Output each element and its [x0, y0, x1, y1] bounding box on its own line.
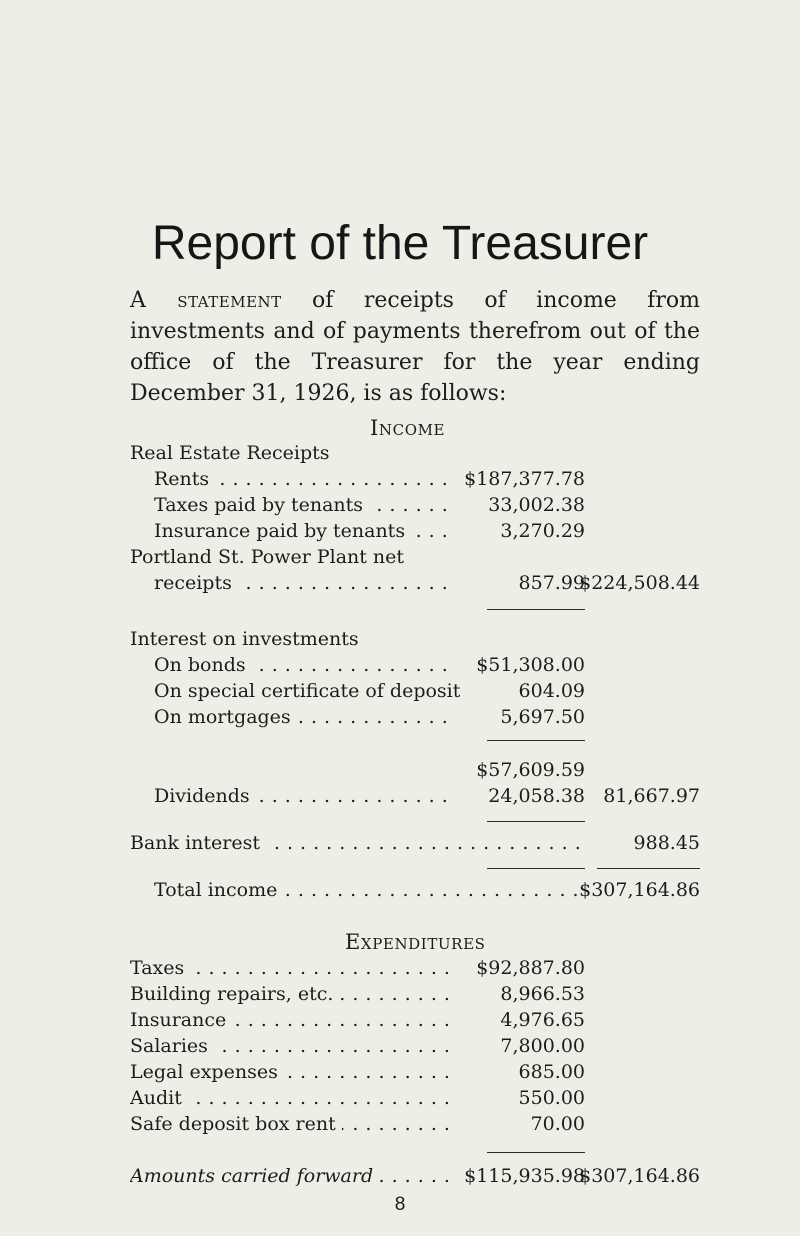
- bonds-label: On bonds: [154, 654, 252, 676]
- page-title: Report of the Treasurer: [151, 217, 649, 270]
- intro-text: of receipts of income from investments and of payments therefrom out of the office of the Treasurer for the year ending December 31, 1926, is as follows:: [130, 288, 700, 406]
- insurance-tenants-row: [130, 518, 700, 544]
- rule-expenditures: [487, 1152, 585, 1153]
- portland-amount: 857.99: [518, 572, 585, 594]
- insurance-tenants-amount: 3,270.29: [500, 520, 585, 542]
- exp-label: Building repairs, etc.: [130, 983, 339, 1005]
- exp-row: [130, 955, 700, 981]
- mortgages-amount: 5,697.50: [500, 706, 585, 728]
- exp-row: [130, 1007, 700, 1033]
- carried-forward-label: Amounts carried forward: [130, 1165, 379, 1187]
- expenditures-heading: Expenditures: [345, 930, 486, 954]
- real-estate-heading: Real Estate Receipts: [130, 442, 330, 464]
- special-cert-label: On special certificate of deposit: [154, 680, 461, 702]
- interest-dividends-total: 81,667.97: [603, 785, 700, 807]
- exp-row: [130, 1111, 700, 1137]
- bank-interest-label: Bank interest: [130, 832, 266, 854]
- mortgages-row: [130, 704, 700, 730]
- exp-amount: $92,887.80: [476, 957, 585, 979]
- real-estate-heading-row: [130, 440, 700, 466]
- rents-row: [130, 466, 700, 492]
- taxes-tenants-amount: 33,002.38: [488, 494, 585, 516]
- bank-interest-row: [130, 830, 700, 856]
- interest-subtotal-row: [130, 757, 700, 783]
- intro-lead: A statement: [130, 288, 282, 313]
- exp-row: [130, 1085, 700, 1111]
- exp-amount: 7,800.00: [500, 1035, 585, 1057]
- taxes-tenants-row: [130, 492, 700, 518]
- rule-interest: [487, 740, 585, 741]
- exp-label: Audit: [130, 1087, 188, 1109]
- bonds-row: [130, 652, 700, 678]
- exp-label: Salaries: [130, 1035, 214, 1057]
- rule-real-estate: [487, 609, 585, 610]
- portland-label-line-1: Portland St. Power Plant net: [130, 546, 405, 568]
- real-estate-total: $224,508.44: [579, 572, 700, 594]
- portland-row-2: [130, 570, 700, 596]
- exp-amount: 8,966.53: [500, 983, 585, 1005]
- exp-label: Insurance: [130, 1009, 232, 1031]
- intro-paragraph: [130, 285, 700, 409]
- income-heading: Income: [370, 416, 446, 440]
- portland-label-line-2: receipts: [154, 572, 238, 594]
- total-income-row: [130, 877, 700, 903]
- rule-bank-2: [597, 868, 700, 869]
- exp-label: Taxes: [130, 957, 190, 979]
- dividends-row: [130, 783, 700, 809]
- total-income-amount: $307,164.86: [579, 879, 700, 901]
- rule-bank-1: [487, 868, 585, 869]
- carried-forward-amount-1: $115,935.98: [464, 1165, 585, 1187]
- exp-amount: 685.00: [518, 1061, 585, 1083]
- bank-interest-amount: 988.45: [633, 832, 700, 854]
- total-income-label: Total income: [154, 879, 283, 901]
- dividends-amount: 24,058.38: [488, 785, 585, 807]
- carried-forward-row: [130, 1163, 700, 1189]
- rule-dividends: [487, 821, 585, 822]
- exp-amount: 4,976.65: [500, 1009, 585, 1031]
- rents-label: Rents: [154, 468, 215, 490]
- exp-row: [130, 1059, 700, 1085]
- bonds-amount: $51,308.00: [476, 654, 585, 676]
- carried-forward-amount-2: $307,164.86: [579, 1165, 700, 1187]
- dividends-label: Dividends: [154, 785, 256, 807]
- interest-heading: Interest on investments: [130, 628, 359, 650]
- special-cert-amount: 604.09: [518, 680, 585, 702]
- exp-label: Safe deposit box rent: [130, 1113, 342, 1135]
- exp-label: Legal expenses: [130, 1061, 284, 1083]
- exp-row: [130, 1033, 700, 1059]
- page-number: 8: [394, 1194, 406, 1215]
- portland-row-1: [130, 544, 700, 570]
- interest-heading-row: [130, 626, 700, 652]
- interest-subtotal: $57,609.59: [476, 759, 585, 781]
- exp-amount: 70.00: [530, 1113, 585, 1135]
- exp-amount: 550.00: [518, 1087, 585, 1109]
- insurance-tenants-label: Insurance paid by tenants: [154, 520, 411, 542]
- exp-row: [130, 981, 700, 1007]
- taxes-tenants-label: Taxes paid by tenants: [154, 494, 369, 516]
- mortgages-label: On mortgages: [154, 706, 297, 728]
- special-cert-row: [130, 678, 700, 704]
- rents-amount: $187,377.78: [464, 468, 585, 490]
